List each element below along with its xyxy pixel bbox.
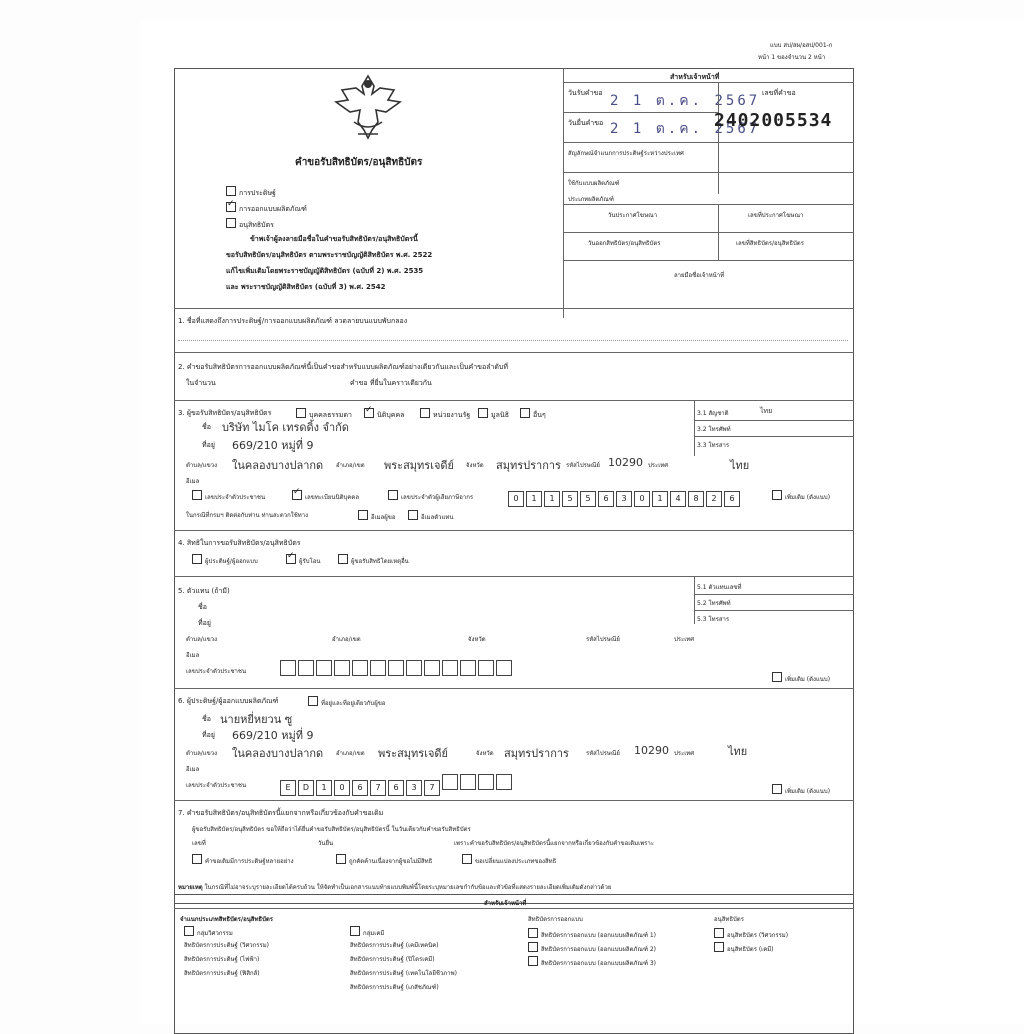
checkbox[interactable] [350,926,360,936]
section-3-label: 3. ผู้ขอรับสิทธิบัตร/อนุสิทธิบัตร [178,409,272,417]
applicant-type-foundation[interactable]: มูลนิธิ [478,408,509,421]
intro-line: และ พระราชบัญญัติสิทธิบัตร (ฉบับที่ 3) พ.ศ. 2542 [226,283,386,291]
agent-addr-label: ที่อยู่ [198,619,211,627]
section-1-label: 1. ชื่อที่แสดงถึงการประดิษฐ์/การออกแบบผลิตภัณฑ์ ลวดลายบนแบบพับกลอง [178,317,408,325]
submit-date-label: วันยื่นคำขอ [568,119,604,127]
applicant-id-digits: 0 1 1 5 5 6 3 0 1 4 8 2 6 [508,486,742,507]
checkbox[interactable] [772,490,782,500]
form-title: คำขอรับสิทธิบัตร/อนุสิทธิบัตร [295,157,423,168]
type-option-petty[interactable]: อนุสิทธิบัตร [226,218,274,231]
intro-line: แก้ไขเพิ่มเติมโดยพระราชบัญญัติสิทธิบัตร (ฉบับที่ 2) พ.ศ. 2535 [226,267,424,275]
section-6-label: 6. ผู้ประดิษฐ์/ผู้ออกแบบผลิตภัณฑ์ [178,697,279,705]
more-attached-5[interactable]: เพิ่มเติม (ดังแนบ) [772,672,830,684]
checkbox[interactable] [478,408,488,418]
id-option-citizen[interactable]: เลขประจำตัวประชาชน [192,490,265,502]
checkbox[interactable] [528,956,538,966]
announce-date-label: วันประกาศโฆษณา [608,212,658,219]
footer-col1-title: จำแนกประเภทสิทธิบัตร/อนุสิทธิบัตร [180,916,274,923]
inventor-subdistrict-label: ตำบล/แขวง [186,750,218,757]
form-page [140,20,1024,1024]
agent-district-label: อำเภอ/เขต [332,636,361,643]
district-label: อำเภอ/เขต [336,462,365,469]
footer-header: สำหรับเจ้าหน้าที่ [484,900,527,907]
garuda-emblem [328,72,408,144]
inventor-district-label: อำเภอ/เขต [336,750,365,757]
submit-date-stamp: 2 1 ต.ค. 2567 [610,121,761,137]
section-7-line1: ผู้ขอรับสิทธิบัตร/อนุสิทธิบัตร ขอให้ถือว่าได้ยื่นคำขอรับสิทธิบัตร/อนุสิทธิบัตรนี้ ในวันเดียวกับคำขอรับสิทธิบัตร [192,826,471,833]
officer-sign-label: ลายมือชื่อเจ้าหน้าที่ [674,272,725,279]
id-option-tax[interactable]: เลขประจำตัวผู้เสียภาษีอากร [388,490,473,502]
related-option-opposed[interactable]: ถูกคัดค้านเนื่องจากผู้ขอไม่มีสิทธิ [336,854,432,866]
checkbox[interactable] [184,926,194,936]
intro-line: ขอรับสิทธิบัตร/อนุสิทธิบัตร ตามพระราชบัญญัติสิทธิบัตร พ.ศ. 2522 [226,251,433,259]
section-2-count-label: ในจำนวน [186,379,216,387]
checkbox[interactable] [364,408,374,418]
category-item: สิทธิบัตรการประดิษฐ์ (วิศวกรรม) [184,942,270,949]
inventor-id-label: เลขประจำตัวประชาชน [186,782,247,789]
checkbox[interactable] [520,408,530,418]
agent-no-label: 5.1 ตัวแทนเลขที่ [697,584,742,591]
checkbox[interactable] [772,672,782,682]
section-7-no-label: เลขที่ [192,840,206,847]
category-chemistry[interactable]: กลุ่มเคมี [350,926,384,938]
same-address-option[interactable]: ที่อยู่และที่อยู่เดียวกับผู้ขอ [308,696,385,708]
country-value: ไทย [730,459,750,472]
inventor-country-label: ประเทศ [674,750,695,757]
checkbox[interactable] [192,854,202,864]
right-option-other[interactable]: ผู้ขอรับสิทธิโดยเหตุอื่น [338,554,409,566]
checkbox[interactable] [714,942,724,952]
agent-province-label: จังหวัด [468,636,486,643]
more-attached-6[interactable]: เพิ่มเติม (ดังแนบ) [772,784,830,796]
checkbox[interactable] [292,490,302,500]
request-no-label: เลขที่คำขอ [762,89,796,97]
inventor-country: ไทย [728,745,748,758]
related-option-multi[interactable]: คำขอเดิมมีการประดิษฐ์หลายอย่าง [192,854,294,866]
agent-email-label: อีเมล [186,652,200,659]
official-header: สำหรับเจ้าหน้าที่ [670,73,720,81]
applicant-type-other[interactable]: อื่นๆ [520,408,546,421]
category-item: สิทธิบัตรการประดิษฐ์ (เภสัชภัณฑ์) [350,984,439,991]
checkbox[interactable] [192,554,202,564]
intro-line: ข้าพเจ้าผู้ลงลายมือชื่อในคำขอรับสิทธิบัตร/อนุสิทธิบัตรนี้ [250,235,418,243]
zip-label: รหัสไปรษณีย์ [566,462,600,469]
checkbox[interactable] [226,202,236,212]
contact-label: ในกรณีที่กรมฯ ติดต่อกับท่าน ท่านสะดวกใช้ทาง [186,512,309,519]
checkbox[interactable] [296,408,306,418]
petty-category-chemistry[interactable]: อนุสิทธิบัตร (เคมี) [714,942,774,954]
footer-official-box [174,894,854,1034]
inventor-subdistrict: ในคลองบางปลากด [232,747,324,760]
subdistrict-value: ในคลองบางปลากด [232,459,324,472]
category-item: สิทธิบัตรการประดิษฐ์ (เทคโนโลยีชีวภาพ) [350,970,457,977]
inventor-province: สมุทรปราการ [504,747,569,760]
checkbox[interactable] [528,942,538,952]
applicant-name-label: ชื่อ [202,423,211,431]
form-code: แบบ สป/สผ/อสป/001-ก [770,42,833,49]
inventor-name-label: ชื่อ [202,715,211,723]
inventor-district: พระสมุทรเจดีย์ [378,747,448,760]
category-item: สิทธิบัตรการประดิษฐ์ (ไฟฟ้า) [184,956,260,963]
more-attached-3[interactable]: เพิ่มเติม (ดังแนบ) [772,490,830,502]
inventor-email-label: อีเมล [186,766,200,773]
agent-id-label: เลขประจำตัวประชาชน [186,668,247,675]
design-category-3[interactable]: สิทธิบัตรการออกแบบ (ออกแบบผลิตภัณฑ์ 3) [528,956,656,968]
receive-date-label: วันรับคำขอ [568,89,603,97]
related-option-change[interactable]: ขอเปลี่ยนแปลงประเภทของสิทธิ [462,854,556,866]
issue-date-label: วันออกสิทธิบัตร/อนุสิทธิบัตร [588,240,661,247]
district-value: พระสมุทรเจดีย์ [384,459,454,472]
zip-value: 10290 [608,456,643,469]
page-label: หน้า 1 ของจำนวน 2 หน้า [758,54,826,61]
product-use-label: ใช้กับแบบผลิตภัณฑ์ [568,180,620,187]
agent-subdistrict-label: ตำบล/แขวง [186,636,218,643]
province-value: สมุทรปราการ [496,459,561,472]
section-4-label: 4. สิทธิในการขอรับสิทธิบัตร/อนุสิทธิบัตร [178,539,301,547]
contact-option-agent[interactable]: อีเมลตัวแทน [408,510,453,522]
checkbox[interactable] [772,784,782,794]
applicant-type-individual[interactable]: บุคคลธรรมดา [296,408,352,421]
category-item: สิทธิบัตรการประดิษฐ์ (เคมีเทคนิค) [350,942,439,949]
inventor-zip-label: รหัสไปรษณีย์ [586,750,620,757]
contact-option-applicant[interactable]: อีเมลผู้ขอ [358,510,396,522]
product-type-label: ประเภทผลิตภัณฑ์ [568,196,614,203]
email-label: อีเมล [186,478,200,485]
section-2-batch-label: คำขอ ที่ยื่นในคราวเดียวกัน [350,379,432,387]
section-7-date-label: วันยื่น [318,840,334,847]
inventor-name: นายหยี่หยวน ซู [220,713,293,726]
applicant-type-juristic[interactable]: ✓ นิติบุคคล [364,408,404,421]
checkbox[interactable] [420,408,430,418]
right-option-inventor[interactable]: ผู้ประดิษฐ์/ผู้ออกแบบ [192,554,258,566]
design-category-1[interactable]: สิทธิบัตรการออกแบบ (ออกแบบผลิตภัณฑ์ 1) [528,928,656,940]
checkbox[interactable] [338,554,348,564]
section-7-because: เพราะคำขอรับสิทธิบัตร/อนุสิทธิบัตรนี้แยกจากหรือเกี่ยวข้องกับคำขอเดิมเพราะ [454,840,654,847]
agent-zip-label: รหัสไปรษณีย์ [586,636,620,643]
applicant-addr: 669/210 หมู่ที่ 9 [232,439,314,452]
agent-country-label: ประเทศ [674,636,695,643]
type-option-invention[interactable]: การประดิษฐ์ [226,186,276,199]
province-label: จังหวัด [466,462,484,469]
fax-label: 3.3 โทรสาร [697,442,730,449]
checkbox[interactable] [226,186,236,196]
section-2-label: 2. คำขอรับสิทธิบัตรการออกแบบผลิตภัณฑ์นี้เป็นคำขอสำหรับแบบผลิตภัณฑ์อย่างเดียวกันและเป็นคำขอลำดับที่ [178,363,508,371]
checkbox[interactable] [714,928,724,938]
checkbox[interactable] [528,928,538,938]
agent-id-boxes[interactable] [280,660,514,680]
right-option-assignee[interactable]: ✓ ผู้รับโอน [286,554,320,566]
checkbox[interactable] [192,490,202,500]
checkbox[interactable] [226,218,236,228]
checkbox[interactable] [358,510,368,520]
applicant-name: บริษัท ไมโค เทรดดิ้ง จำกัด [222,421,349,434]
footer-col3-title: สิทธิบัตรการออกแบบ [528,916,583,923]
checkbox[interactable] [336,854,346,864]
inventor-addr: 669/210 หมู่ที่ 9 [232,729,314,742]
announce-no-label: เลขที่ประกาศโฆษณา [748,212,804,219]
section-5-label: 5. ตัวแทน (ถ้ามี) [178,587,230,595]
checkbox[interactable] [308,696,318,706]
section-7-label: 7. คำขอรับสิทธิบัตร/อนุสิทธิบัตรนี้แยกจากหรือเกี่ยวข้องกับคำขอเดิม [178,809,384,817]
category-engineering[interactable]: กลุ่มวิศวกรรม [184,926,233,938]
checkbox[interactable] [462,854,472,864]
inventor-addr-label: ที่อยู่ [202,731,215,739]
subdistrict-label: ตำบล/แขวง [186,462,218,469]
nationality-label: 3.1 สัญชาติ [697,410,729,417]
id-option-juristic[interactable]: ✓ เลขทะเบียนนิติบุคคล [292,490,359,502]
applicant-type-government[interactable]: หน่วยงานรัฐ [420,408,470,421]
inventor-id-digits: E D 1 0 6 7 6 3 7 [280,774,514,796]
inventor-province-label: จังหวัด [476,750,494,757]
phone-label: 3.2 โทรศัพท์ [697,426,731,433]
note: หมายเหตุ ในกรณีที่ไม่อาจระบุรายละเอียดได้ครบถ้วน ให้จัดทำเป็นเอกสารแนบท้ายแบบพิมพ์นี้โดยระบุหมายเลขกำกับข้อและหัวข้อที่แสดงรายละเอียดเพิ่มเติมดังกล่าวด้วย [178,884,612,891]
intl-class-label: สัญลักษณ์จำแนกการประดิษฐ์ระหว่างประเทศ [568,150,684,157]
receive-date-stamp: 2 1 ต.ค. 2567 [610,93,761,109]
agent-name-label: ชื่อ [198,603,207,611]
checkbox[interactable] [388,490,398,500]
applicant-addr-label: ที่อยู่ [202,441,215,449]
type-option-design[interactable]: ✓การออกแบบผลิตภัณฑ์ [226,202,307,215]
petty-category-engineering[interactable]: อนุสิทธิบัตร (วิศวกรรม) [714,928,788,940]
checkbox[interactable] [408,510,418,520]
checkbox[interactable] [286,554,296,564]
design-category-2[interactable]: สิทธิบัตรการออกแบบ (ออกแบบผลิตภัณฑ์ 2) [528,942,656,954]
inventor-zip: 10290 [634,744,669,757]
category-item: สิทธิบัตรการประดิษฐ์ (ปิโตรเคมี) [350,956,435,963]
footer-col4-title: อนุสิทธิบัตร [714,916,744,923]
country-label: ประเทศ [648,462,669,469]
patent-no-label: เลขที่สิทธิบัตร/อนุสิทธิบัตร [736,240,804,247]
request-number: 2402005534 [714,110,833,131]
agent-phone-label: 5.2 โทรศัพท์ [697,600,731,607]
category-item: สิทธิบัตรการประดิษฐ์ (ฟิสิกส์) [184,970,260,977]
nationality-value: ไทย [760,407,773,415]
agent-fax-label: 5.3 โทรสาร [697,616,730,623]
